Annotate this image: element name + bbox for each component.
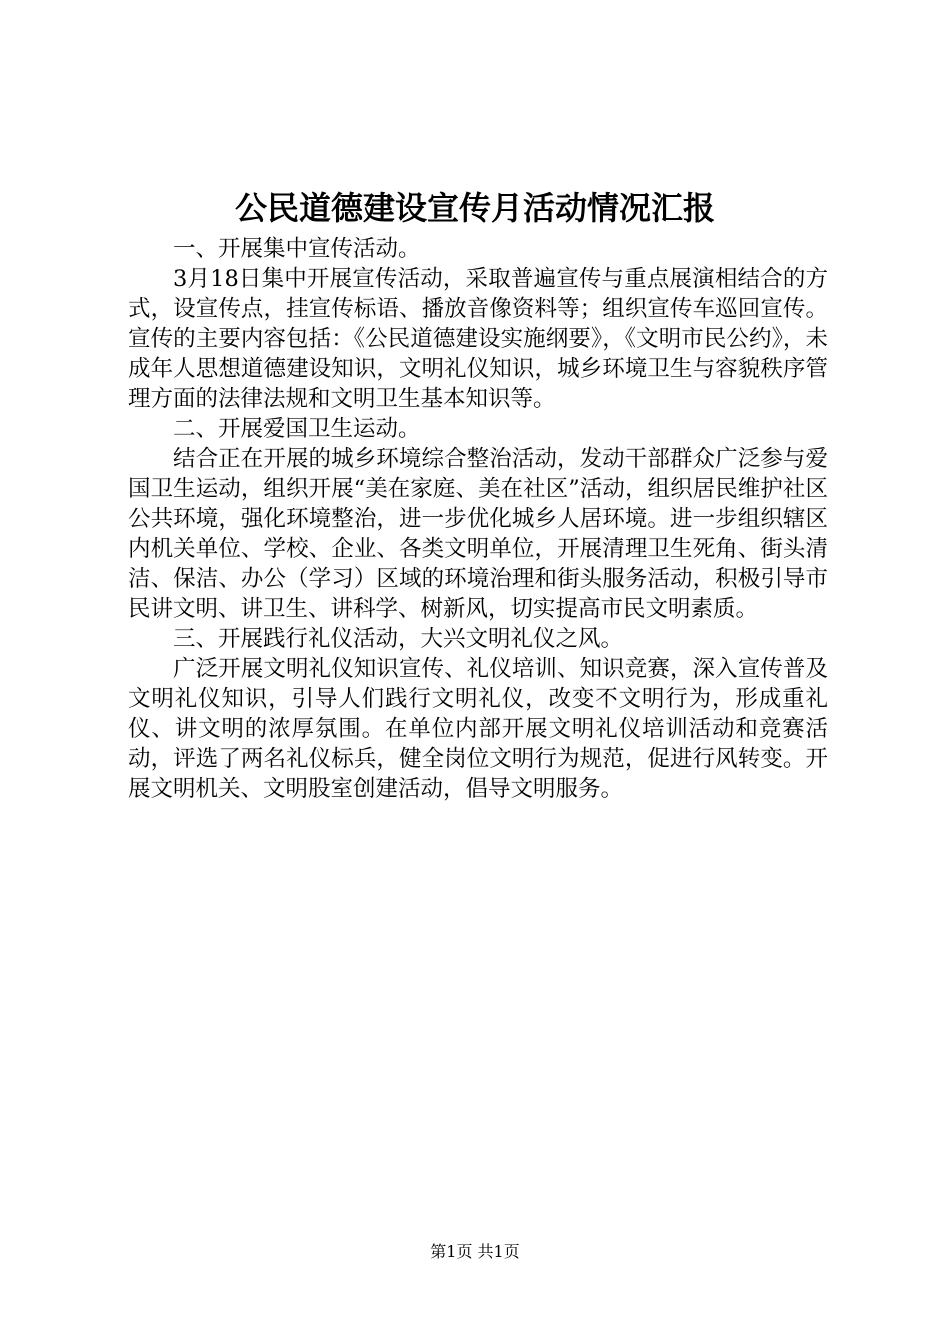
paragraph-2: 结合正在开展的城乡环境综合整治活动，发动干部群众广泛参与爱国卫生运动，组织开展“美在家庭、美在社区”活动，组织居民维护社区公共环境，强化环境整治，进一步优化城乡人居环境。进一步组织辖区内机关单位、学校、企业、各类文明单位，开展清理卫生死角、街头清洁、保洁、办公（学习）区域的环境治理和街头服务活动，积极引导市民讲文明、讲卫生、讲科学、树新风，切实提高市民文明素质。: [128, 446, 828, 622]
section-heading-2: 二、开展爱国卫生运动。: [173, 416, 421, 442]
section-heading-3: 三、开展践行礼仪活动，大兴文明礼仪之风。: [173, 626, 624, 652]
page-footer: 第1页 共1页: [430, 1242, 520, 1261]
section-heading-1: 一、开展集中宣传活动。: [173, 236, 421, 262]
paragraph-3: 广泛开展文明礼仪知识宣传、礼仪培训、知识竞赛，深入宣传普及文明礼仪知识，引导人们践行文明礼仪，改变不文明行为，形成重礼仪、讲文明的浓厚氛围。在单位内部开展文明礼仪培训活动和竞赛活动，评选了两名礼仪标兵，健全岗位文明行为规范，促进行风转变。开展文明机关、文明股室创建活动，倡导文明服务。: [128, 656, 828, 802]
document-body: [128, 234, 828, 804]
paragraph-1: 3月18日集中开展宣传活动，采取普遍宣传与重点展演相结合的方式，设宣传点，挂宣传标语、播放音像资料等；组织宣传车巡回宣传。宣传的主要内容包括：《公民道德建设实施纲要》，《文明市民公约》，未成年人思想道德建设知识，文明礼仪知识，城乡环境卫生与容貌秩序管理方面的法律法规和文明卫生基本知识等。: [128, 266, 828, 412]
document-title: 公民道德建设宣传月活动情况汇报: [234, 189, 715, 227]
